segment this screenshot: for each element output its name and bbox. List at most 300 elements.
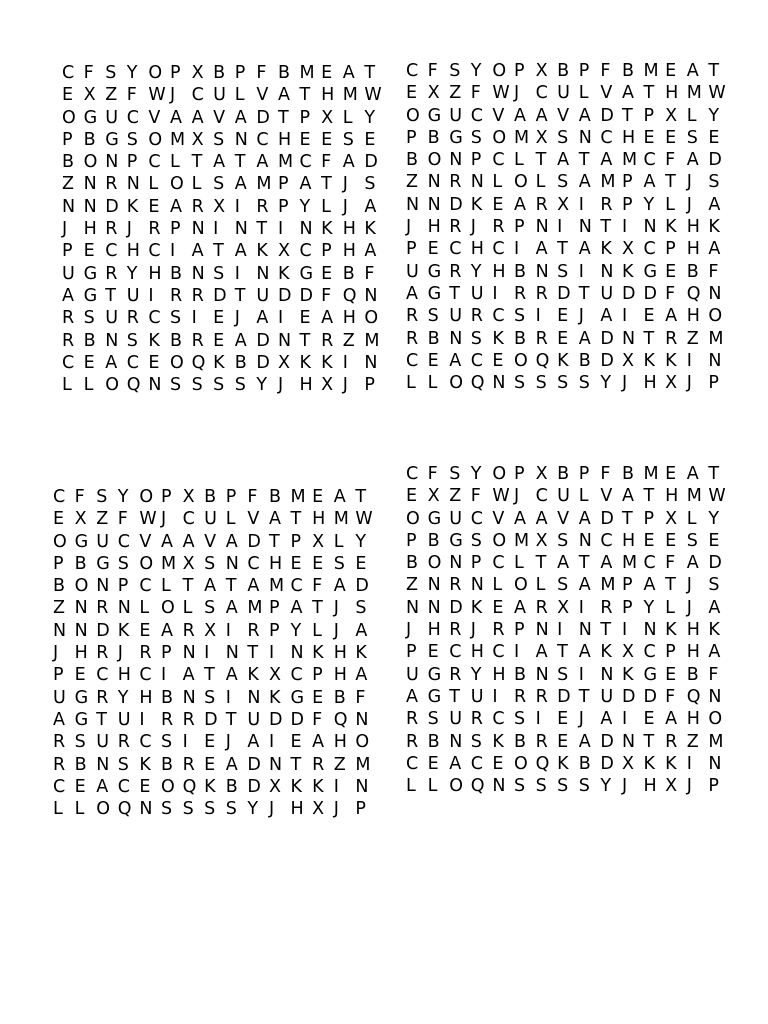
grid-letter: K (268, 687, 281, 708)
grid-letter: G (83, 107, 98, 128)
grid-letter: X (182, 553, 195, 574)
grid-letter: N (708, 686, 722, 707)
grid-letter: X (83, 85, 96, 106)
grid-letter: S (557, 530, 569, 551)
grid-letter: H (148, 263, 162, 284)
grid-letter: O (449, 373, 463, 394)
grid-letter: S (427, 306, 439, 327)
grid-letter: S (126, 330, 138, 351)
grid-letter: A (557, 150, 570, 171)
grid-letter: I (234, 196, 240, 217)
grid-letter: R (53, 754, 66, 775)
grid-letter: S (74, 732, 86, 753)
grid-letter: O (427, 150, 442, 171)
grid-letter: V (600, 486, 613, 507)
grid-letter: F (355, 687, 366, 708)
grid-letter: O (513, 575, 528, 596)
grid-letter: R (513, 283, 527, 304)
grid-letter: N (74, 620, 88, 641)
grid-letter: A (535, 239, 548, 260)
grid-letter: S (686, 127, 698, 148)
grid-letter: M (600, 575, 616, 596)
grid-letter: F (117, 509, 128, 530)
grid-letter: I (225, 620, 231, 641)
grid-letter: D (96, 620, 110, 641)
grid-letter: B (427, 731, 440, 752)
grid-letter: I (578, 194, 584, 215)
grid-letter: B (268, 487, 281, 507)
grid-letter: B (513, 261, 526, 282)
grid-letter: C (139, 576, 152, 597)
grid-letter: W (708, 83, 726, 104)
grid-letter: S (213, 129, 225, 150)
grid-letter: D (256, 352, 270, 373)
grid-letter: L (492, 575, 503, 596)
grid-letter: R (406, 731, 419, 752)
grid-letter: D (299, 285, 314, 306)
grid-letter: L (234, 85, 245, 106)
grid-letter: R (535, 597, 548, 618)
grid-row (406, 60, 730, 82)
grid-letter: P (643, 508, 655, 529)
grid-letter: N (182, 687, 196, 708)
grid-row (53, 597, 377, 619)
grid-letter: E (213, 308, 225, 329)
grid-letter: K (247, 665, 259, 686)
grid-letter: O (62, 107, 76, 128)
grid-letter: L (513, 553, 524, 574)
grid-letter: C (470, 105, 484, 126)
grid-letter: N (225, 553, 239, 574)
grid-letter: R (105, 174, 118, 195)
grid-letter: N (470, 172, 484, 193)
grid-letter: Z (105, 85, 118, 106)
grid-letter: R (449, 575, 462, 596)
grid-row (406, 171, 730, 193)
grid-letter: F (74, 487, 85, 507)
grid-letter: S (169, 308, 182, 329)
grid-letter: S (160, 799, 173, 820)
grid-letter: A (621, 486, 634, 507)
grid-letter: P (225, 487, 237, 507)
grid-letter: A (312, 732, 325, 753)
grid-letter: A (234, 330, 247, 351)
grid-letter: E (321, 263, 333, 284)
grid-letter: Y (643, 194, 655, 215)
word-search-grid-bottom-right (406, 463, 730, 797)
grid-letter: S (578, 373, 590, 394)
grid-letter: M (342, 85, 358, 106)
grid-letter: E (290, 553, 302, 574)
grid-letter: A (686, 61, 699, 81)
grid-letter: E (492, 597, 504, 618)
grid-letter: P (708, 373, 719, 394)
grid-letter: N (299, 219, 313, 240)
grid-letter: I (578, 261, 584, 282)
grid-letter: K (557, 753, 569, 774)
grid-letter: B (83, 129, 96, 150)
grid-letter: A (355, 665, 368, 686)
grid-letter: J (578, 709, 584, 730)
grid-letter: J (342, 375, 348, 396)
grid-letter: T (277, 107, 289, 128)
grid-letter: U (247, 709, 261, 730)
grid-letter: J (342, 196, 348, 217)
grid-letter: Y (470, 61, 482, 81)
grid-letter: N (225, 643, 239, 664)
grid-letter: P (321, 241, 332, 262)
grid-letter: B (686, 664, 699, 685)
grid-letter: S (96, 487, 108, 507)
grid-letter: C (290, 665, 303, 686)
grid-letter: E (299, 308, 311, 329)
grid-letter: K (492, 328, 504, 349)
grid-letter: N (83, 174, 97, 195)
grid-letter: Q (686, 686, 701, 707)
grid-letter: K (492, 731, 504, 752)
grid-letter: M (600, 172, 616, 193)
grid-letter: B (234, 352, 247, 373)
grid-letter: O (513, 350, 528, 371)
grid-row (406, 530, 730, 552)
grid-letter: B (333, 687, 346, 708)
grid-letter: J (513, 83, 520, 104)
grid-letter: A (355, 620, 368, 641)
grid-letter: I (191, 308, 197, 329)
grid-letter: H (342, 308, 356, 329)
grid-letter: B (406, 150, 419, 171)
grid-letter: V (557, 105, 570, 126)
grid-letter: A (333, 576, 346, 597)
grid-letter: K (126, 196, 139, 217)
grid-letter: G (427, 283, 442, 304)
grid-letter: H (621, 530, 636, 551)
grid-row (53, 664, 377, 686)
grid-letter: P (621, 172, 633, 193)
grid-letter: T (643, 328, 655, 349)
grid-letter: R (182, 709, 195, 730)
grid-letter: A (643, 172, 656, 193)
grid-letter: R (406, 709, 419, 730)
grid-letter: Y (470, 261, 482, 282)
grid-letter: C (290, 576, 303, 597)
grid-letter: J (470, 620, 476, 641)
grid-letter: W (492, 83, 510, 104)
grid-letter: H (643, 776, 657, 797)
grid-letter: E (665, 61, 677, 81)
grid-letter: C (492, 239, 505, 260)
grid-letter: J (686, 194, 692, 215)
grid-letter: P (268, 598, 280, 619)
grid-letter: E (557, 306, 569, 327)
grid-letter: H (665, 83, 679, 104)
grid-letter: C (62, 63, 75, 83)
grid-row (406, 149, 730, 171)
grid-letter: A (578, 239, 591, 260)
grid-row (53, 620, 377, 642)
grid-letter: S (204, 687, 216, 708)
grid-letter: C (299, 241, 312, 262)
grid-letter: R (53, 732, 66, 753)
grid-letter: Q (117, 799, 132, 820)
grid-letter: A (513, 194, 526, 215)
grid-letter: P (277, 174, 289, 195)
grid-letter: B (513, 731, 526, 752)
grid-letter: M (686, 486, 702, 507)
grid-letter: B (169, 263, 182, 284)
grid-letter: E (312, 487, 324, 507)
grid-letter: S (557, 172, 569, 193)
grid-letter: A (578, 575, 591, 596)
grid-letter: M (169, 129, 186, 150)
grid-letter: A (160, 531, 173, 552)
grid-letter: S (708, 575, 720, 596)
grid-letter: D (621, 686, 636, 707)
grid-letter: M (686, 83, 702, 104)
grid-letter: F (665, 553, 676, 574)
grid-letter: H (299, 375, 313, 396)
grid-letter: N (492, 776, 506, 797)
grid-letter: P (364, 375, 375, 396)
grid-letter: H (74, 643, 88, 664)
grid-letter: F (600, 61, 611, 81)
grid-letter: V (492, 508, 505, 529)
grid-letter: W (708, 486, 726, 507)
grid-letter: F (665, 686, 676, 707)
grid-letter: R (600, 194, 613, 215)
grid-letter: E (406, 83, 418, 104)
grid-letter: S (557, 776, 569, 797)
grid-letter: N (578, 217, 592, 238)
grid-letter: N (406, 194, 420, 215)
grid-letter: O (492, 127, 507, 148)
grid-letter: B (213, 63, 226, 83)
grid-letter: Q (182, 776, 197, 797)
grid-letter: L (321, 196, 331, 217)
grid-letter: Y (470, 464, 482, 484)
grid-letter: X (665, 508, 678, 529)
grid-letter: L (578, 83, 589, 104)
grid-row (406, 105, 730, 127)
grid-letter: M (708, 731, 724, 752)
grid-letter: A (449, 753, 462, 774)
grid-letter: O (513, 753, 528, 774)
grid-letter: S (182, 799, 194, 820)
grid-letter: G (105, 129, 119, 150)
grid-letter: H (427, 217, 441, 238)
grid-letter: D (268, 709, 283, 730)
grid-letter: A (708, 194, 721, 215)
grid-letter: C (449, 239, 462, 260)
grid-letter: R (96, 687, 109, 708)
grid-letter: A (578, 642, 591, 663)
grid-letter: J (406, 620, 412, 641)
grid-letter: A (686, 150, 699, 171)
grid-letter: H (470, 642, 484, 663)
grid-letter: L (182, 598, 193, 619)
grid-letter: P (665, 642, 676, 663)
grid-letter: V (148, 107, 161, 128)
grid-letter: L (535, 575, 546, 596)
grid-letter: E (492, 350, 504, 371)
grid-letter: M (247, 598, 263, 619)
grid-letter: N (600, 261, 614, 282)
grid-letter: P (470, 150, 482, 171)
grid-letter: Z (333, 754, 346, 775)
grid-letter: B (62, 152, 75, 173)
grid-letter: J (621, 776, 628, 797)
grid-row (62, 173, 386, 195)
grid-letter: I (148, 285, 154, 306)
grid-letter: M (256, 174, 272, 195)
grid-letter: X (621, 350, 634, 371)
grid-letter: V (600, 83, 613, 104)
grid-letter: A (578, 328, 591, 349)
grid-row (406, 328, 730, 350)
grid-letter: F (364, 263, 375, 284)
grid-letter: X (535, 464, 548, 484)
grid-letter: X (535, 127, 548, 148)
grid-letter: X (535, 61, 548, 81)
grid-letter: H (333, 643, 347, 664)
grid-letter: X (557, 194, 570, 215)
grid-letter: B (686, 261, 699, 282)
grid-letter: N (708, 350, 722, 371)
grid-letter: P (406, 530, 417, 551)
grid-letter: E (427, 239, 439, 260)
grid-row (406, 775, 730, 797)
grid-letter: R (665, 328, 678, 349)
grid-letter: B (513, 328, 526, 349)
grid-letter: E (62, 85, 74, 106)
grid-letter: A (686, 553, 699, 574)
grid-letter: O (492, 61, 507, 81)
grid-letter: U (105, 107, 118, 128)
grid-letter: T (578, 150, 590, 171)
grid-letter: C (247, 553, 260, 574)
grid-letter: T (312, 598, 323, 619)
grid-letter: T (600, 620, 612, 641)
grid-letter: E (204, 754, 216, 775)
grid-letter: O (355, 732, 370, 753)
grid-letter: X (427, 83, 440, 104)
grid-letter: A (406, 686, 418, 707)
grid-letter: A (364, 196, 377, 217)
grid-letter: N (96, 754, 110, 775)
grid-letter: D (600, 105, 614, 126)
grid-letter: T (449, 686, 460, 707)
grid-letter: A (600, 709, 613, 730)
grid-row (406, 552, 730, 574)
grid-letter: X (665, 373, 678, 394)
grid-letter: N (148, 375, 162, 396)
grid-letter: C (96, 665, 109, 686)
grid-letter: S (513, 709, 526, 730)
grid-letter: S (557, 575, 569, 596)
grid-letter: I (686, 753, 692, 774)
grid-letter: A (191, 107, 204, 128)
grid-letter: B (169, 330, 182, 351)
grid-letter: E (290, 732, 302, 753)
grid-letter: U (406, 261, 419, 282)
grid-row (62, 352, 386, 374)
grid-letter: R (256, 196, 269, 217)
grid-letter: S (686, 530, 698, 551)
grid-letter: Q (126, 375, 141, 396)
grid-letter: G (427, 664, 442, 685)
grid-letter: N (256, 263, 270, 284)
grid-letter: A (96, 776, 109, 797)
grid-letter: U (600, 686, 614, 707)
grid-letter: R (535, 328, 548, 349)
grid-letter: M (160, 553, 177, 574)
grid-letter: E (74, 776, 86, 797)
grid-letter: D (449, 194, 463, 215)
grid-letter: A (247, 576, 260, 597)
grid-row (62, 374, 386, 396)
grid-letter: J (117, 643, 123, 664)
grid-letter: H (686, 620, 700, 641)
grid-letter: C (62, 352, 75, 373)
grid-letter: J (169, 85, 176, 106)
grid-letter: C (643, 553, 656, 574)
grid-letter: C (53, 776, 66, 797)
grid-letter: O (169, 352, 184, 373)
grid-letter: H (333, 732, 347, 753)
grid-letter: B (621, 61, 634, 81)
grid-letter: L (427, 373, 438, 394)
grid-letter: B (83, 330, 96, 351)
grid-letter: L (513, 150, 524, 171)
grid-letter: W (355, 509, 373, 530)
grid-letter: K (312, 643, 324, 664)
grid-letter: I (139, 709, 145, 730)
grid-letter: B (621, 464, 634, 484)
grid-letter: Z (686, 328, 699, 349)
grid-letter: I (621, 217, 628, 238)
grid-letter: A (578, 731, 591, 752)
grid-letter: B (557, 464, 570, 484)
grid-letter: A (364, 241, 377, 262)
grid-letter: B (427, 127, 440, 148)
grid-letter: C (492, 709, 505, 730)
grid-row (62, 218, 386, 240)
grid-letter: P (513, 464, 525, 484)
grid-letter: T (665, 172, 676, 193)
grid-letter: I (578, 664, 584, 685)
grid-letter: I (182, 732, 188, 753)
grid-letter: D (256, 330, 270, 351)
grid-letter: K (204, 776, 216, 797)
grid-letter: H (342, 219, 356, 240)
grid-letter: L (53, 799, 63, 820)
grid-letter: N (449, 553, 463, 574)
grid-row (53, 776, 377, 798)
grid-letter: Q (191, 352, 206, 373)
grid-letter: T (213, 241, 224, 262)
grid-letter: A (513, 105, 526, 126)
grid-letter: E (148, 352, 160, 373)
grid-letter: S (513, 306, 526, 327)
grid-letter: N (268, 754, 283, 775)
grid-letter: K (557, 350, 569, 371)
grid-letter: T (247, 643, 259, 664)
grid-letter: F (256, 63, 267, 83)
grid-letter: F (321, 285, 332, 306)
grid-letter: P (621, 597, 633, 618)
grid-row (406, 686, 730, 708)
grid-row (53, 687, 377, 709)
